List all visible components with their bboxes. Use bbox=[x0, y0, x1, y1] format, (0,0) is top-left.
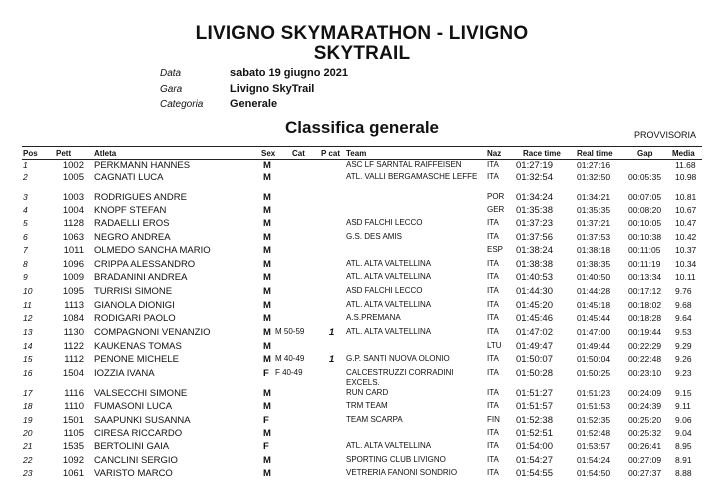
row-real-time: 01:47:00 bbox=[577, 327, 611, 337]
row-nation: POR bbox=[487, 192, 505, 201]
row-sex: M bbox=[263, 205, 271, 216]
row-media: 9.29 bbox=[675, 341, 692, 351]
row-athlete-name: KNOPF STEFAN bbox=[94, 205, 167, 216]
row-real-time: 01:50:25 bbox=[577, 368, 611, 378]
row-team: TRM TEAM bbox=[346, 401, 388, 410]
row-team: TEAM SCARPA bbox=[346, 415, 403, 424]
row-real-time: 01:27:16 bbox=[577, 160, 611, 170]
row-sex: M bbox=[263, 245, 271, 256]
row-race-time: 01:47:02 bbox=[516, 327, 553, 338]
row-team: CALCESTRUZZI CORRADINI EXCELS. bbox=[346, 368, 454, 387]
row-media: 8.91 bbox=[675, 455, 692, 465]
row-pos: 11 bbox=[23, 300, 32, 310]
row-race-time: 01:54:00 bbox=[516, 441, 553, 452]
row-media: 11.68 bbox=[675, 160, 696, 170]
row-pett: 1011 bbox=[63, 245, 84, 256]
table-top-rule bbox=[22, 146, 702, 147]
column-header-sex: Sex bbox=[261, 149, 276, 158]
meta-label-race: Gara bbox=[160, 84, 183, 95]
row-media: 9.76 bbox=[675, 286, 692, 296]
column-header-cat: Cat bbox=[292, 149, 305, 158]
row-gap: 00:17:12 bbox=[628, 286, 662, 296]
row-pos: 16 bbox=[23, 368, 33, 378]
row-category: M 40-49 bbox=[275, 354, 305, 363]
row-race-time: 01:49:47 bbox=[516, 341, 553, 352]
row-pett: 1084 bbox=[62, 313, 84, 324]
row-pos: 20 bbox=[23, 428, 33, 438]
row-pos: 2 bbox=[23, 172, 28, 182]
row-nation: LTU bbox=[487, 341, 502, 350]
row-real-time: 01:53:57 bbox=[577, 441, 611, 451]
row-gap: 00:05:35 bbox=[628, 172, 662, 182]
row-media: 10.11 bbox=[675, 272, 696, 282]
row-athlete-name: KAUKENAS TOMAS bbox=[94, 341, 182, 352]
row-nation: ITA bbox=[487, 218, 499, 227]
row-race-time: 01:27:19 bbox=[516, 160, 553, 171]
row-real-time: 01:35:35 bbox=[577, 205, 611, 215]
row-sex: M bbox=[263, 428, 271, 439]
row-gap: 00:22:29 bbox=[628, 341, 662, 351]
row-media: 9.15 bbox=[675, 388, 692, 398]
row-pett: 1113 bbox=[64, 300, 84, 311]
row-pett: 1112 bbox=[64, 354, 84, 365]
row-race-time: 01:38:38 bbox=[516, 259, 553, 270]
row-gap: 00:07:05 bbox=[628, 192, 662, 202]
row-media: 10.34 bbox=[675, 259, 697, 269]
row-race-time: 01:44:30 bbox=[516, 286, 553, 297]
event-title-line-1: LIVIGNO SKYMARATHON - LIVIGNO bbox=[195, 23, 529, 44]
row-sex: F bbox=[263, 441, 269, 452]
row-gap: 00:26:41 bbox=[628, 441, 662, 451]
row-race-time: 01:40:53 bbox=[516, 272, 553, 283]
row-race-time: 01:38:24 bbox=[516, 245, 553, 256]
row-gap: 00:11:19 bbox=[628, 259, 661, 269]
row-team: VETRERIA FANONI SONDRIO bbox=[346, 468, 458, 477]
row-real-time: 01:37:53 bbox=[577, 232, 611, 242]
column-header-team: Team bbox=[346, 149, 367, 158]
row-real-time: 01:49:44 bbox=[577, 341, 611, 351]
row-race-time: 01:51:27 bbox=[516, 388, 553, 399]
row-athlete-name: IOZZIA IVANA bbox=[94, 368, 155, 379]
row-pcat: 1 bbox=[329, 327, 335, 338]
row-sex: M bbox=[263, 300, 271, 311]
row-team: ASD FALCHI LECCO bbox=[346, 218, 423, 227]
row-sex: F bbox=[263, 368, 269, 379]
column-header-gap: Gap bbox=[637, 149, 653, 158]
row-pos: 3 bbox=[23, 192, 28, 202]
meta-label-category: Categoria bbox=[160, 99, 204, 110]
row-real-time: 01:51:23 bbox=[577, 388, 611, 398]
row-athlete-name: FUMASONI LUCA bbox=[94, 401, 173, 412]
row-athlete-name: VARISTO MARCO bbox=[94, 468, 173, 479]
row-sex: M bbox=[263, 160, 271, 171]
row-race-time: 01:54:27 bbox=[516, 455, 553, 466]
row-real-time: 01:37:21 bbox=[577, 218, 611, 228]
row-pos: 17 bbox=[23, 388, 33, 398]
row-sex: M bbox=[263, 468, 271, 479]
row-nation: ITA bbox=[487, 388, 499, 397]
row-team: ASD FALCHI LECCO bbox=[346, 286, 423, 295]
row-pos: 10 bbox=[23, 286, 33, 296]
row-athlete-name: OLMEDO SANCHA MARIO bbox=[94, 245, 211, 256]
row-pett: 1002 bbox=[62, 160, 84, 171]
row-athlete-name: RODIGARI PAOLO bbox=[94, 313, 176, 324]
row-gap: 00:27:09 bbox=[628, 455, 662, 465]
row-athlete-name: PERKMANN HANNES bbox=[94, 160, 191, 171]
status-label: PROVVISORIA bbox=[634, 130, 697, 140]
row-pett: 1096 bbox=[62, 259, 84, 270]
row-sex: M bbox=[263, 313, 271, 324]
row-pos: 7 bbox=[23, 245, 28, 255]
row-race-time: 01:32:54 bbox=[516, 172, 553, 183]
row-gap: 00:08:20 bbox=[628, 205, 662, 215]
row-sex: M bbox=[263, 259, 271, 270]
row-pos: 15 bbox=[23, 354, 33, 364]
meta-value-category: Generale bbox=[230, 98, 278, 110]
row-team: RUN CARD bbox=[346, 388, 389, 397]
row-race-time: 01:37:23 bbox=[516, 218, 553, 229]
row-media: 10.42 bbox=[675, 232, 697, 242]
row-pcat: 1 bbox=[329, 354, 335, 365]
row-media: 10.81 bbox=[675, 192, 697, 202]
row-media: 9.04 bbox=[675, 428, 692, 438]
column-header-media: Media bbox=[672, 149, 695, 158]
row-team: ATL. ALTA VALTELLINA bbox=[346, 441, 432, 450]
row-team: ATL. ALTA VALTELLINA bbox=[346, 300, 432, 309]
row-media: 10.37 bbox=[675, 245, 697, 255]
row-nation: ITA bbox=[487, 441, 499, 450]
row-sex: M bbox=[263, 354, 271, 365]
row-athlete-name: BRADANINI ANDREA bbox=[94, 272, 188, 283]
row-gap: 00:11:05 bbox=[628, 245, 661, 255]
row-athlete-name: COMPAGNONI VENANZIO bbox=[94, 327, 211, 338]
row-team: SPORTING CLUB LIVIGNO bbox=[346, 455, 446, 464]
row-athlete-name: RODRIGUES ANDRE bbox=[94, 192, 187, 203]
row-sex: M bbox=[263, 401, 271, 412]
row-pett: 1535 bbox=[62, 441, 84, 452]
row-team: G.S. DES AMIS bbox=[346, 232, 403, 241]
row-gap: 00:13:34 bbox=[628, 272, 662, 282]
row-pett: 1061 bbox=[62, 468, 84, 479]
row-pett: 1095 bbox=[62, 286, 84, 297]
row-sex: M bbox=[263, 232, 271, 243]
row-pos: 1 bbox=[23, 160, 28, 170]
row-nation: ITA bbox=[487, 368, 499, 377]
row-media: 9.53 bbox=[675, 327, 692, 337]
row-real-time: 01:38:18 bbox=[577, 245, 611, 255]
row-nation: GER bbox=[487, 205, 505, 214]
row-gap: 00:24:39 bbox=[628, 401, 662, 411]
row-nation: ITA bbox=[487, 327, 499, 336]
row-pett: 1501 bbox=[62, 415, 84, 426]
row-pett: 1504 bbox=[62, 368, 84, 379]
row-pos: 5 bbox=[23, 218, 28, 228]
row-gap: 00:24:09 bbox=[628, 388, 662, 398]
meta-value-race: Livigno SkyTrail bbox=[230, 83, 315, 95]
row-nation: ITA bbox=[487, 259, 499, 268]
row-athlete-name: TURRISI SIMONE bbox=[94, 286, 173, 297]
section-title: Classifica generale bbox=[284, 118, 440, 137]
row-sex: F bbox=[263, 415, 269, 426]
row-media: 9.06 bbox=[675, 415, 692, 425]
row-nation: ITA bbox=[487, 468, 499, 477]
row-nation: ITA bbox=[487, 172, 499, 181]
row-race-time: 01:50:28 bbox=[516, 368, 553, 379]
row-real-time: 01:45:18 bbox=[577, 300, 611, 310]
row-team: A.S.PREMANA bbox=[346, 313, 401, 322]
row-pett: 1116 bbox=[64, 388, 84, 399]
row-pos: 8 bbox=[23, 259, 28, 269]
column-header-pos: Pos bbox=[23, 149, 38, 158]
row-real-time: 01:40:50 bbox=[577, 272, 611, 282]
row-pett: 1005 bbox=[62, 172, 84, 183]
row-team: ASC LF SARNTAL RAIFFEISEN bbox=[346, 160, 462, 169]
row-race-time: 01:50:07 bbox=[516, 354, 553, 365]
row-pos: 19 bbox=[23, 415, 33, 425]
row-gap: 00:19:44 bbox=[628, 327, 662, 337]
column-header-race-time: Race time bbox=[523, 149, 561, 158]
row-sex: M bbox=[263, 286, 271, 297]
row-pos: 22 bbox=[23, 455, 33, 465]
row-gap: 00:25:20 bbox=[628, 415, 662, 425]
row-nation: ITA bbox=[487, 455, 499, 464]
meta-value-date: sabato 19 giugno 2021 bbox=[230, 67, 348, 79]
row-sex: M bbox=[263, 327, 271, 338]
column-header-naz: Naz bbox=[487, 149, 502, 158]
row-gap: 00:18:02 bbox=[628, 300, 662, 310]
row-nation: ITA bbox=[487, 354, 499, 363]
row-athlete-name: RADAELLI EROS bbox=[94, 218, 170, 229]
row-sex: M bbox=[263, 341, 271, 352]
event-title-line-2: SKYTRAIL bbox=[313, 43, 411, 64]
row-media: 10.98 bbox=[675, 172, 697, 182]
row-athlete-name: PENONE MICHELE bbox=[94, 354, 179, 365]
row-category: M 50-59 bbox=[275, 327, 305, 336]
row-sex: M bbox=[263, 455, 271, 466]
row-pos: 9 bbox=[23, 272, 28, 282]
row-race-time: 01:52:51 bbox=[516, 428, 553, 439]
row-pett: 1092 bbox=[62, 455, 84, 466]
row-category: F 40-49 bbox=[275, 368, 303, 377]
row-athlete-name: CAGNATI LUCA bbox=[94, 172, 164, 183]
row-sex: M bbox=[263, 218, 271, 229]
row-media: 9.23 bbox=[675, 368, 692, 378]
row-nation: ITA bbox=[487, 232, 499, 241]
row-athlete-name: BERTOLINI GAIA bbox=[94, 441, 170, 452]
row-nation: ITA bbox=[487, 272, 499, 281]
row-nation: ITA bbox=[487, 401, 499, 410]
row-gap: 00:23:10 bbox=[628, 368, 662, 378]
row-gap: 00:25:32 bbox=[628, 428, 662, 438]
row-pett: 1004 bbox=[62, 205, 84, 216]
row-athlete-name: VALSECCHI SIMONE bbox=[94, 388, 188, 399]
row-pos: 23 bbox=[23, 468, 33, 478]
row-media: 9.26 bbox=[675, 354, 692, 364]
row-athlete-name: NEGRO ANDREA bbox=[94, 232, 171, 243]
row-sex: M bbox=[263, 192, 271, 203]
row-real-time: 01:52:48 bbox=[577, 428, 611, 438]
row-athlete-name: CANCLINI SERGIO bbox=[94, 455, 178, 466]
row-real-time: 01:50:04 bbox=[577, 354, 611, 364]
row-nation: ITA bbox=[487, 286, 499, 295]
row-nation: ESP bbox=[487, 245, 504, 254]
row-sex: M bbox=[263, 272, 271, 283]
row-pos: 12 bbox=[23, 313, 33, 323]
row-media: 9.68 bbox=[675, 300, 692, 310]
row-athlete-name: GIANOLA DIONIGI bbox=[94, 300, 175, 311]
row-real-time: 01:45:44 bbox=[577, 313, 611, 323]
row-pos: 13 bbox=[23, 327, 33, 337]
row-real-time: 01:54:50 bbox=[577, 468, 611, 478]
row-real-time: 01:38:35 bbox=[577, 259, 611, 269]
row-media: 10.67 bbox=[675, 205, 697, 215]
row-athlete-name: CIRESA RICCARDO bbox=[94, 428, 183, 439]
row-race-time: 01:54:55 bbox=[516, 468, 553, 479]
row-nation: FIN bbox=[487, 415, 500, 424]
row-pos: 18 bbox=[23, 401, 33, 411]
row-team: ATL. ALTA VALTELLINA bbox=[346, 327, 432, 336]
row-pos: 21 bbox=[23, 441, 33, 451]
row-pett: 1130 bbox=[63, 327, 84, 338]
row-pos: 14 bbox=[23, 341, 33, 351]
row-real-time: 01:54:24 bbox=[577, 455, 611, 465]
row-media: 9.64 bbox=[675, 313, 692, 323]
row-team: ATL. ALTA VALTELLINA bbox=[346, 272, 432, 281]
row-pett: 1105 bbox=[63, 428, 84, 439]
row-media: 8.95 bbox=[675, 441, 692, 451]
row-athlete-name: SAAPUNKI SUSANNA bbox=[94, 415, 191, 426]
row-pett: 1003 bbox=[62, 192, 84, 203]
row-real-time: 01:34:21 bbox=[577, 192, 611, 202]
row-pett: 1009 bbox=[62, 272, 84, 283]
row-race-time: 01:52:38 bbox=[516, 415, 553, 426]
column-header-atleta: Atleta bbox=[94, 149, 117, 158]
row-sex: M bbox=[263, 388, 271, 399]
row-nation: ITA bbox=[487, 313, 499, 322]
row-gap: 00:10:38 bbox=[628, 232, 662, 242]
row-pett: 1110 bbox=[64, 401, 84, 412]
row-media: 8.88 bbox=[675, 468, 692, 478]
row-nation: ITA bbox=[487, 428, 499, 437]
row-gap: 00:22:48 bbox=[628, 354, 662, 364]
meta-label-date: Data bbox=[160, 68, 182, 79]
row-race-time: 01:45:20 bbox=[516, 300, 553, 311]
row-real-time: 01:52:35 bbox=[577, 415, 611, 425]
row-media: 10.47 bbox=[675, 218, 697, 228]
row-athlete-name: CRIPPA ALESSANDRO bbox=[94, 259, 196, 270]
row-nation: ITA bbox=[487, 300, 499, 309]
row-gap: 00:18:28 bbox=[628, 313, 662, 323]
column-header-pett: Pett bbox=[56, 149, 72, 158]
row-media: 9.11 bbox=[675, 401, 691, 411]
row-gap: 00:27:37 bbox=[628, 468, 662, 478]
row-team: ATL. ALTA VALTELLINA bbox=[346, 259, 432, 268]
row-pett: 1128 bbox=[63, 218, 84, 229]
row-race-time: 01:34:24 bbox=[516, 192, 553, 203]
row-pos: 4 bbox=[23, 205, 28, 215]
row-gap: 00:10:05 bbox=[628, 218, 662, 228]
row-race-time: 01:35:38 bbox=[516, 205, 553, 216]
column-header-pcat: P cat bbox=[321, 149, 340, 158]
row-team: G.P. SANTI NUOVA OLONIO bbox=[346, 354, 450, 363]
row-real-time: 01:44:28 bbox=[577, 286, 611, 296]
row-pett: 1063 bbox=[62, 232, 84, 243]
column-header-real-time: Real time bbox=[577, 149, 613, 158]
row-race-time: 01:37:56 bbox=[516, 232, 553, 243]
row-pett: 1122 bbox=[63, 341, 84, 352]
row-nation: ITA bbox=[487, 160, 499, 169]
row-race-time: 01:45:46 bbox=[516, 313, 553, 324]
row-real-time: 01:32:50 bbox=[577, 172, 611, 182]
row-pos: 6 bbox=[23, 232, 28, 242]
row-team: ATL. VALLI BERGAMASCHE LEFFE bbox=[346, 172, 478, 181]
row-race-time: 01:51:57 bbox=[516, 401, 553, 412]
row-sex: M bbox=[263, 172, 271, 183]
row-real-time: 01:51:53 bbox=[577, 401, 611, 411]
